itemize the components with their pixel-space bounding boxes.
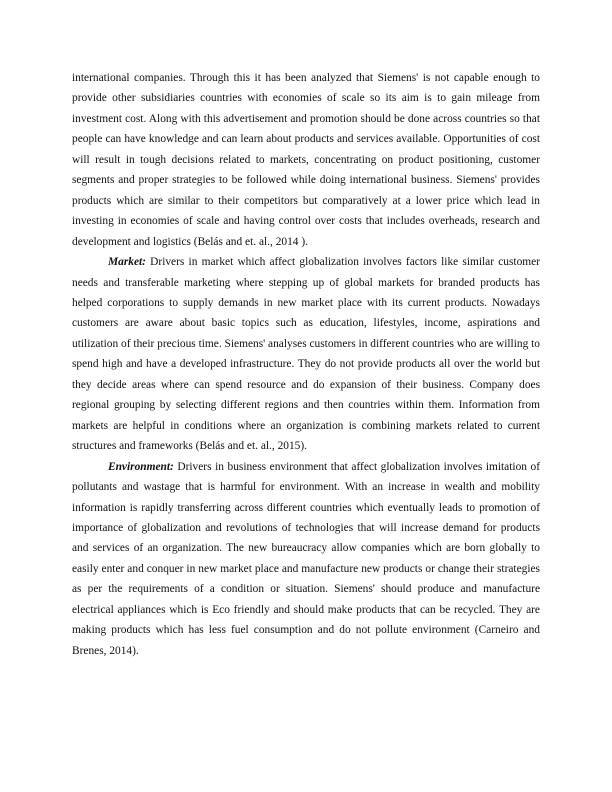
paragraph-environment-text: Drivers in business environment that affect globalization involves imitation of pollutants and wastage that is harmful for environment. With an increase in wealth and mobility information is rapidly transferring across different countries which eventually leads to promotion of importance of globalization and revolutions of technologies that will increase demand for products and services of an organization. The new bureaucracy allow companies which are born globally to easily enter and conquer in new market place and manufacture new products or change their strategies as per the requirements of a condition or situation. Siemens' should produce and manufacture electrical appliances which is Eco friendly and should make products that can be recycled. They are making products which has less fuel consumption and do not pollute environment (Carneiro and Brenes, 2014). (72, 460, 540, 657)
paragraph-market-text: Drivers in market which affect globalization involves factors like similar customer needs and transferable marketing where stepping up of global markets for branded products has helped corporations to supply demands in new market place with its current products. Nowadays customers are aware about basic topics such as education, lifestyles, income, aspirations and utilization of their precious time. Siemens' analyses customers in different countries who are willing to spend high and have a developed infrastructure. They do not provide products all over the world but they decide areas where can spend resource and do expansion of their business. Company does regional grouping by selecting different regions and then countries within them. Information from markets are helpful in conditions where an organization is combining markets related to current structures and frameworks (Belás and et. al., 2015). (72, 256, 540, 453)
market-heading: Market: (108, 256, 146, 269)
environment-heading: Environment: (108, 460, 174, 473)
paragraph-market (72, 252, 540, 457)
paragraph-intro-text: international companies. Through this it has been analyzed that Siemens' is not capable enough to provide other subsidiaries countries with economies of scale so its aim is to gain mileage from investment cost. Along with this advertisement and promotion should be done across countries so that people can have knowledge and can learn about products and services available. Opportunities of cost will result in tough decisions related to markets, concentrating on product positioning, customer segments and proper strategies to be followed while doing international business. Siemens' provides products which are similar to their competitors but comparatively at a lower price which lead in investing in economies of scale and having control over costs that includes overheads, research and development and logistics (Belás and et. al., 2014 ). (72, 72, 540, 248)
paragraph-environment (72, 457, 540, 662)
paragraph-intro (72, 68, 540, 252)
body-text (72, 68, 540, 661)
